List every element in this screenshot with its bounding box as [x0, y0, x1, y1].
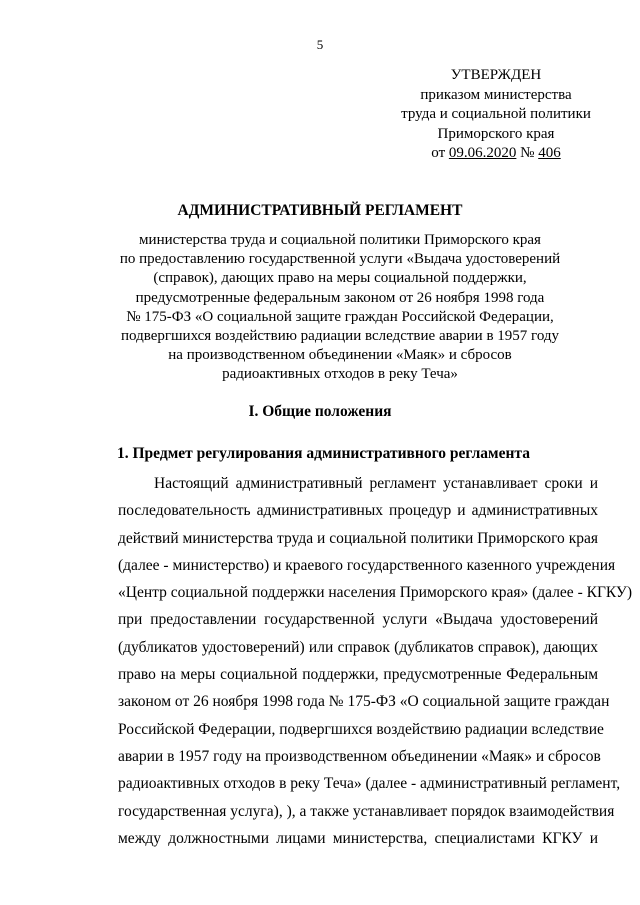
approval-heading: УТВЕРЖДЕН: [450, 67, 542, 83]
body-line: аварии в 1957 году на производственном объединении «Маяк» и сбросов: [118, 747, 601, 765]
body-line: действий министерства труда и социальной политики Приморского края: [118, 529, 598, 547]
approval-number: 406: [538, 145, 561, 161]
subtitle-line: (справок), дающих право на меры социальной поддержки,: [153, 270, 527, 287]
body-line: последовательность административных процедур и административных: [118, 502, 598, 520]
section-heading: I. Общие положения: [248, 403, 392, 420]
subtitle-line: на производственном объединении «Маяк» и сбросов: [168, 347, 512, 364]
subtitle-line: по предоставлению государственной услуги «Выдача удостоверений: [119, 251, 561, 268]
approval-date-line: [386, 144, 606, 164]
body-line: право на меры социальной поддержки, предусмотренные Федеральным: [118, 666, 598, 684]
body-line: государственная услуга), ), а также устанавливает порядок взаимодействия: [118, 802, 615, 820]
approval-date: 09.06.2020: [448, 145, 517, 161]
body-line: законом от 26 ноября 1998 года № 175-ФЗ «О социальной защите граждан: [118, 693, 610, 711]
body-line: Российской Федерации, подвергшихся воздействию радиации вследствие: [118, 720, 604, 738]
approval-date-prefix: от: [431, 145, 446, 161]
approval-line-2: труда и социальной политики: [401, 106, 591, 122]
subtitle-line: министерства труда и социальной политики Приморского края: [139, 232, 541, 248]
body-line: «Центр социальной поддержки населения Приморского края» (далее - КГКУ): [118, 584, 633, 602]
body-paragraph: [118, 470, 633, 852]
subsection-heading: 1. Предмет регулирования административного регламента: [117, 445, 530, 462]
page-number: 5: [316, 37, 324, 52]
subtitle-line: радиоактивных отходов в реку Теча»: [222, 366, 458, 383]
body-line: (дубликатов удостоверений) или справок (дубликатов справок), дающих: [118, 638, 598, 656]
approval-line-1: приказом министерства: [420, 86, 572, 103]
subtitle-line: предусмотренные федеральным законом от 26 ноября 1998 года: [135, 289, 545, 306]
subtitle-line: № 175-ФЗ «О социальной защите граждан Российской Федерации,: [126, 308, 554, 325]
document-title: АДМИНИСТРАТИВНЫЙ РЕГЛАМЕНТ: [177, 202, 463, 219]
body-line: (далее - министерство) и краевого государственного казенного учреждения: [118, 556, 616, 574]
document-subtitle: [80, 231, 600, 385]
subtitle-line: подвергшихся воздействию радиации вследствие аварии в 1957 году: [120, 328, 560, 345]
body-line: между должностными лицами министерства, специалистами КГКУ и: [118, 829, 598, 847]
approval-line-3: Приморского края: [437, 125, 555, 142]
body-line: Настоящий административный регламент устанавливает сроки и: [154, 475, 598, 492]
approval-stamp: [386, 66, 606, 164]
body-line: при предоставлении государственной услуги «Выдача удостоверений: [118, 611, 598, 629]
approval-number-sign: №: [520, 145, 535, 161]
body-line: радиоактивных отходов в реку Теча» (далее - административный регламент,: [118, 775, 621, 793]
